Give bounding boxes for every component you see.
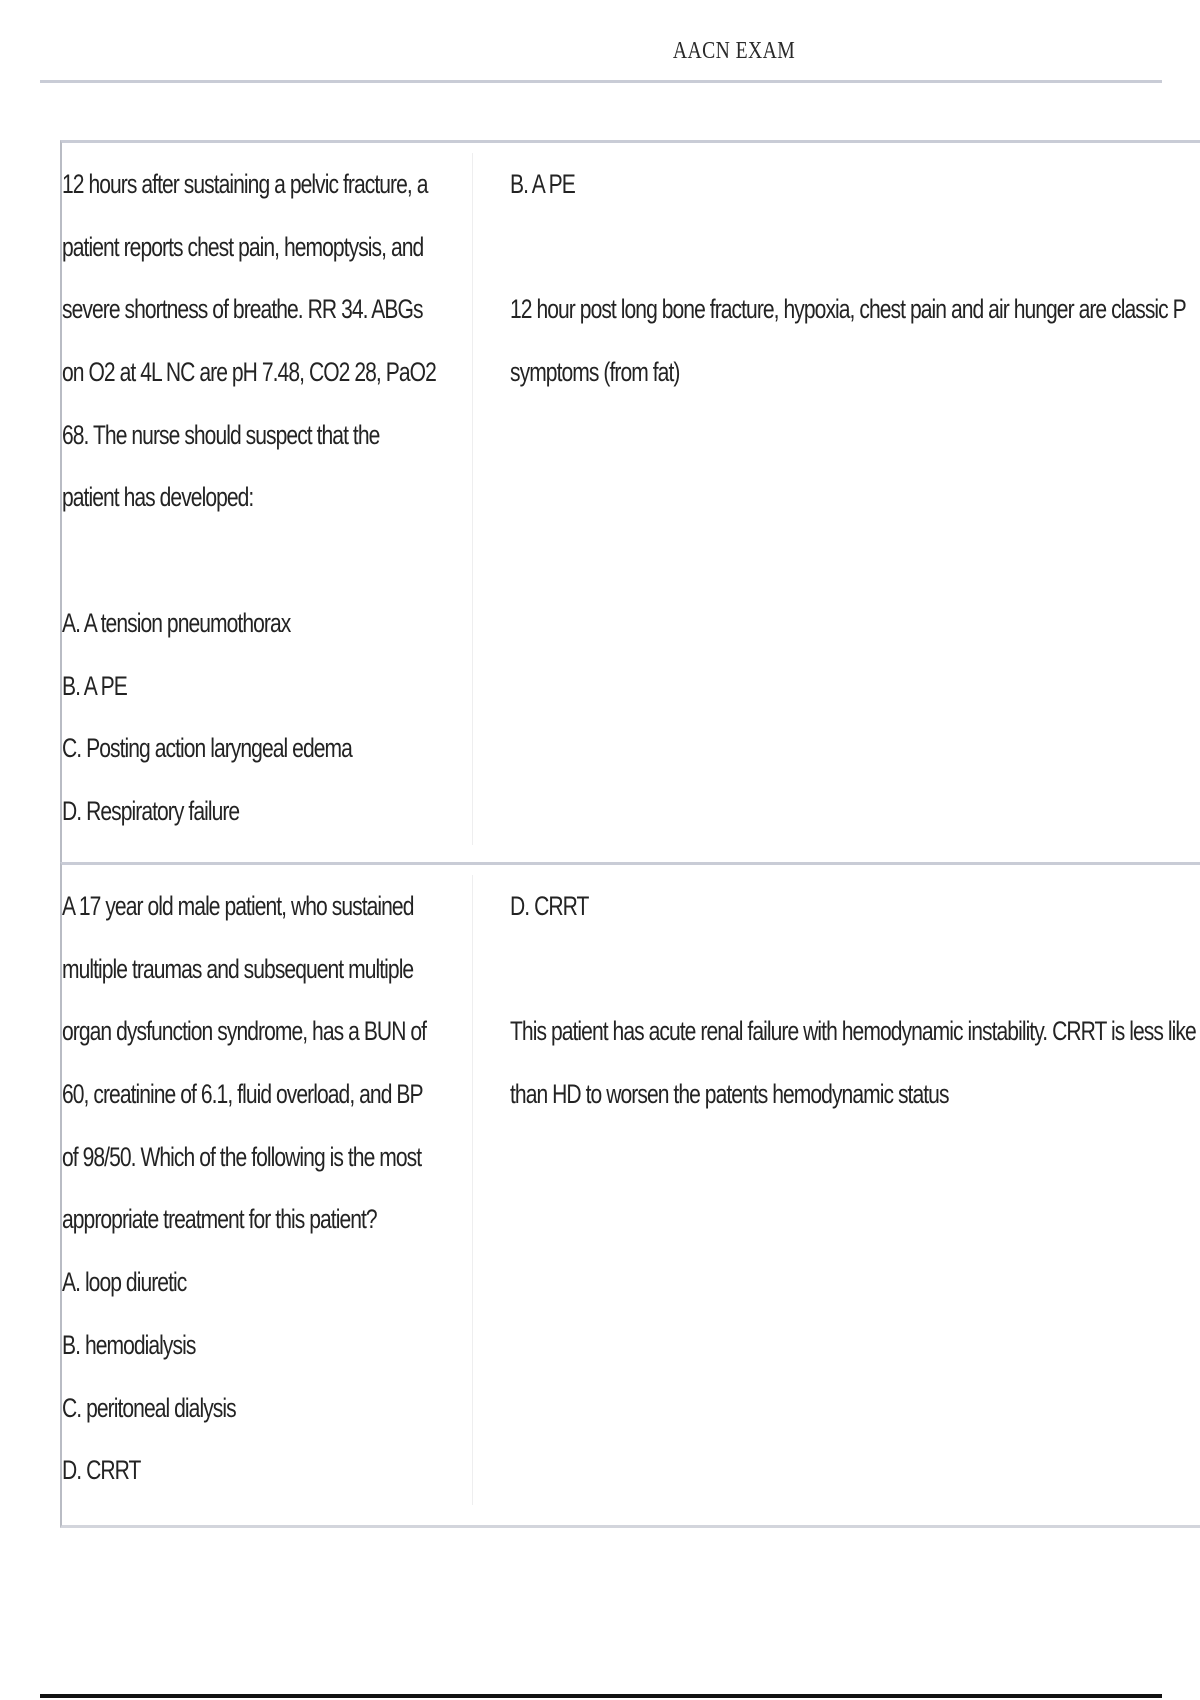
flashcard-2 bbox=[60, 862, 1200, 1528]
spacer bbox=[510, 938, 1200, 1001]
explanation-line: 12 hour post long bone fracture, hypoxia, chest pain and air hunger are classic P bbox=[510, 294, 1186, 325]
question-column bbox=[62, 153, 473, 845]
explanation-line: than HD to worsen the patents hemodynamic status bbox=[510, 1079, 949, 1110]
flashcard-1 bbox=[60, 140, 1200, 865]
answer-option: D. Respiratory failure bbox=[62, 795, 240, 826]
answer-option: A. A tension pneumothorax bbox=[62, 607, 291, 638]
answer-option: D. CRRT bbox=[62, 1455, 141, 1486]
question-line: severe shortness of breathe. RR 34. ABGs bbox=[62, 294, 423, 325]
answer-option: A. loop diuretic bbox=[62, 1267, 187, 1298]
answer-option: B. A PE bbox=[62, 670, 127, 701]
answer-column bbox=[510, 875, 1200, 1126]
question-line: 60, creatinine of 6.1, fluid overload, and BP bbox=[62, 1079, 423, 1110]
question-column bbox=[62, 875, 473, 1505]
question-line: A 17 year old male patient, who sustained bbox=[62, 891, 414, 921]
answer-column bbox=[510, 153, 1200, 404]
spacer bbox=[62, 529, 472, 592]
question-line: appropriate treatment for this patient? bbox=[62, 1204, 377, 1235]
question-line: patient reports chest pain, hemoptysis, and bbox=[62, 231, 424, 262]
explanation-line: This patient has acute renal failure with hemodynamic instability. CRRT is less like bbox=[510, 1016, 1196, 1047]
explanation-line: symptoms (from fat) bbox=[510, 357, 680, 388]
question-line: multiple traumas and subsequent multiple bbox=[62, 953, 414, 984]
question-line: patient has developed: bbox=[62, 482, 254, 513]
correct-answer: B. A PE bbox=[510, 169, 575, 199]
header-divider bbox=[40, 80, 1162, 83]
question-line: on O2 at 4L NC are pH 7.48, CO2 28, PaO2 bbox=[62, 357, 436, 388]
question-line: of 98/50. Which of the following is the most bbox=[62, 1141, 422, 1172]
page-header-title: AACN EXAM bbox=[672, 38, 796, 64]
question-line: 68. The nurse should suspect that the bbox=[62, 419, 380, 450]
footer-divider bbox=[40, 1694, 1162, 1698]
question-line: 12 hours after sustaining a pelvic fracture, a bbox=[62, 169, 428, 199]
answer-option: B. hemodialysis bbox=[62, 1329, 196, 1360]
answer-option: C. Posting action laryngeal edema bbox=[62, 733, 352, 764]
answer-option: C. peritoneal dialysis bbox=[62, 1392, 236, 1423]
spacer bbox=[510, 216, 1200, 279]
correct-answer: D. CRRT bbox=[510, 891, 589, 921]
question-line: organ dysfunction syndrome, has a BUN of bbox=[62, 1016, 427, 1047]
